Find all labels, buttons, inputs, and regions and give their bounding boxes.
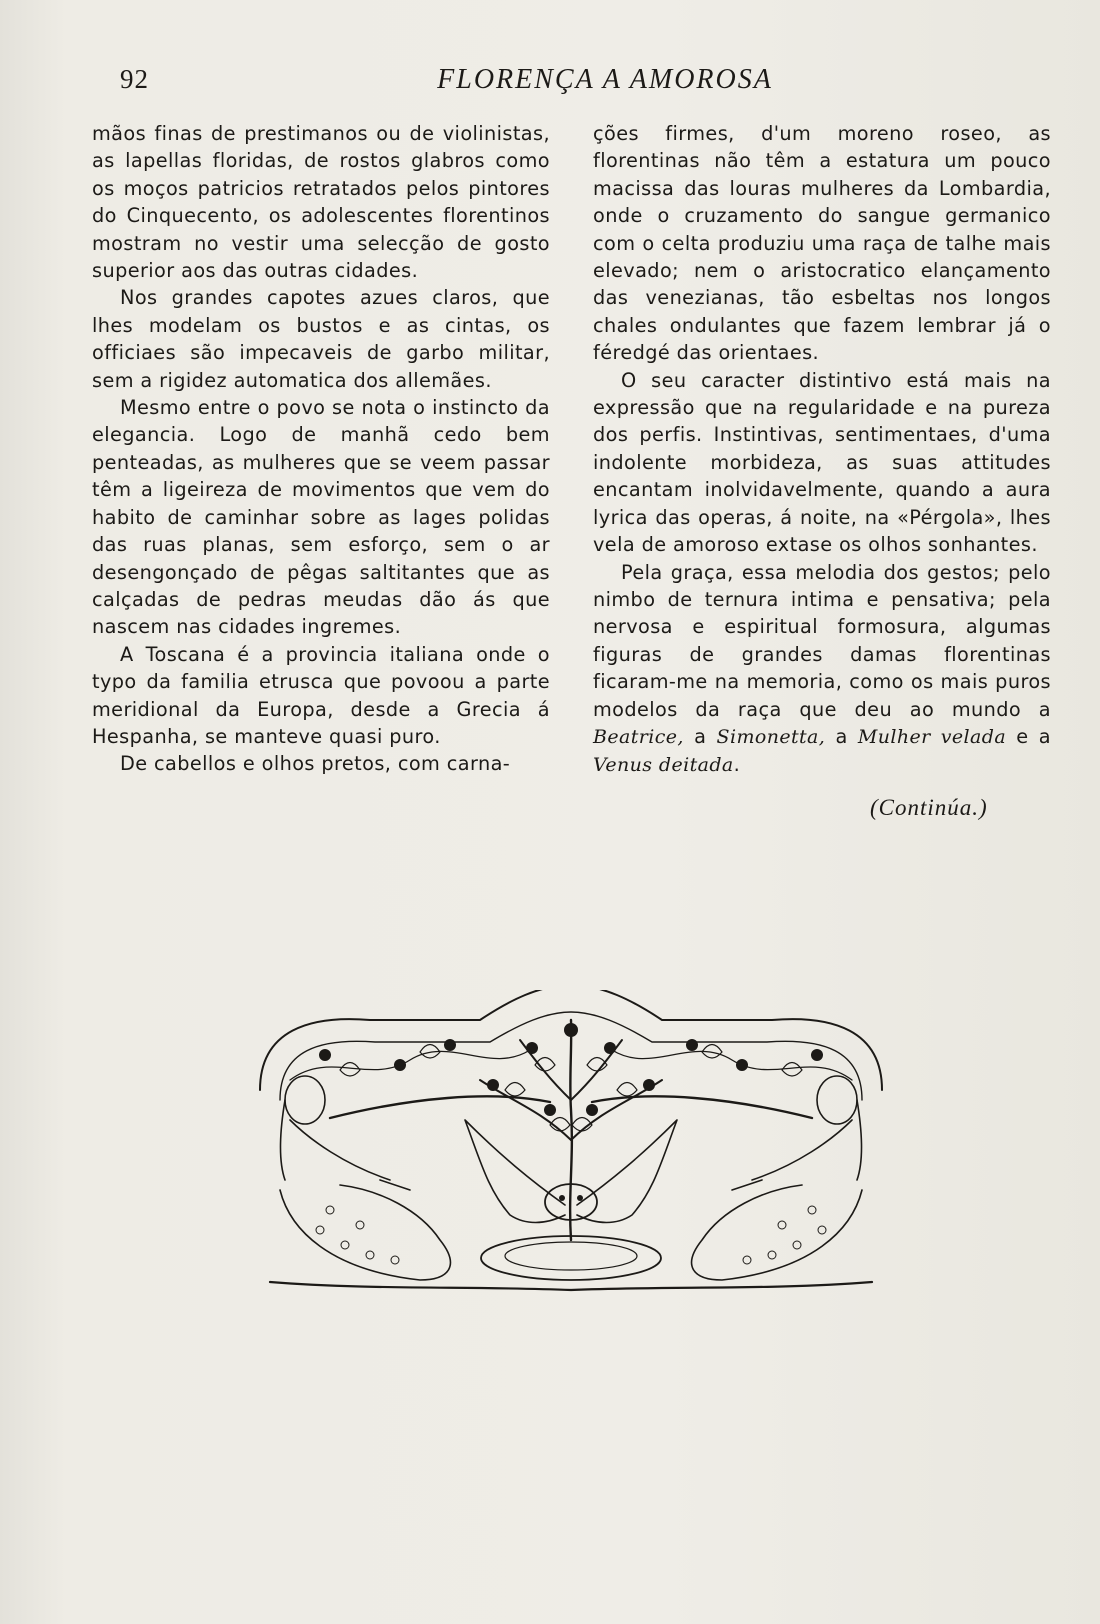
text-run: Pela graça, essa melodia dos gestos; pelo nimbo de ternura intima e pensativa; pela nervosa e espiritual formosura, algumas figuras de grandes damas florentinas ficaram-me na memoria, como os mais puros modelos da raça que deu ao mundo a [593,560,1051,721]
left-paragraph-4: A Toscana é a provincia italiana onde o typo da familia etrusca que povoou a parte meridional da Europa, desde a Grecia á Hespanha, se manteve quasi puro. [92,642,550,748]
text-run: . [733,753,741,777]
right-paragraph-3 [593,559,1051,780]
art-nouveau-vignette [250,990,892,1310]
text-run: e a [1006,724,1052,748]
leaf [505,1083,525,1097]
running-title: FLORENÇA A AMOROSA [437,64,773,95]
page-header [90,64,1010,104]
fruit [544,1104,556,1116]
fruit [319,1049,331,1061]
left-paragraph-1: mãos finas de prestimanos ou de violinistas, as lapellas floridas, de rostos glabros como os moços patricios retratados pelos pintores do Cinquecento, os adolescentes florentinos mostram no vestir uma selecção de gosto superior aos das outras cidades. [92,122,550,283]
italic-title-mulher-velada: Mulher velada [857,725,1007,748]
fruit [736,1059,748,1071]
seated-woman-right [692,1076,862,1280]
dragon-eye [559,1195,565,1201]
page-number: 92 [120,64,149,94]
left-paragraph-5: De cabellos e olhos pretos, com carna- [120,752,511,776]
fruit [586,1104,598,1116]
continua-note: (Continúa.) [870,795,988,820]
italic-title-beatrice: Beatrice, [593,725,684,748]
italic-title-venus-deitada: Venus deitada [593,754,734,777]
fruit [394,1059,406,1071]
dragon-wing-left [465,1120,565,1223]
fruit [564,1023,578,1037]
ribbon-left [330,1096,550,1118]
right-paragraph-2: O seu caracter distintivo está mais na expressão que na regularidade e na pureza dos perfis. Instintivas, sentimentaes, d'uma indolente morbideza, as suas attitudes encantam inolvidavelmente, quando a aura lyrica das operas, á noite, na «Pérgola», lhes vela de amoroso extase os olhos sonhantes. [593,368,1051,557]
text-run: a [825,724,858,748]
dragon-coil-inner [505,1242,637,1270]
fruit [686,1039,698,1051]
fruit [526,1042,538,1054]
fruit [811,1049,823,1061]
left-paragraph-2: Nos grandes capotes azues claros, que lhes modelam os bustos e as cintas, os officiaes são impecaveis de garbo militar, sem a rigidez automatica dos allemães. [92,286,550,392]
ribbon-right [592,1096,812,1118]
italic-title-simonetta: Simonetta, [716,725,826,748]
left-paragraph-3: Mesmo entre o povo se nota o instincto da elegancia. Logo de manhã cedo bem penteadas, as mulheres que se veem passar têm a ligeireza de movimentos que vem do habito de caminhar sobre as lages polidas das ruas planas, sem esforço, sem o ar desengonçado de pêgas saltitantes que as calçadas de pedras meudas dão ás que nascem nas cidades ingremes. [92,396,550,639]
dragon-wing-right [577,1120,677,1223]
fruit [604,1042,616,1054]
text-run: a [683,724,717,748]
ground-line [270,1282,872,1290]
right-column [593,120,1051,780]
fruit [643,1079,655,1091]
left-column [92,120,550,778]
tree-trunk [570,1020,572,1240]
seated-woman-left [280,1076,450,1280]
fruit [444,1039,456,1051]
fruit [487,1079,499,1091]
right-paragraph-1: ções firmes, d'um moreno roseo, as florentinas não têm a estatura um pouco macissa das louras mulheres da Lombardia, onde o cruzamento do sangue germanico com o celta produziu uma raça de talhe mais elevado; nem o aristocratico elançamento das venezianas, tão esbeltas nos longos chales ondulantes que fazem lembrar já o féredgé das orientaes. [593,122,1051,365]
leaf [617,1083,637,1097]
dragon-eye [577,1195,583,1201]
